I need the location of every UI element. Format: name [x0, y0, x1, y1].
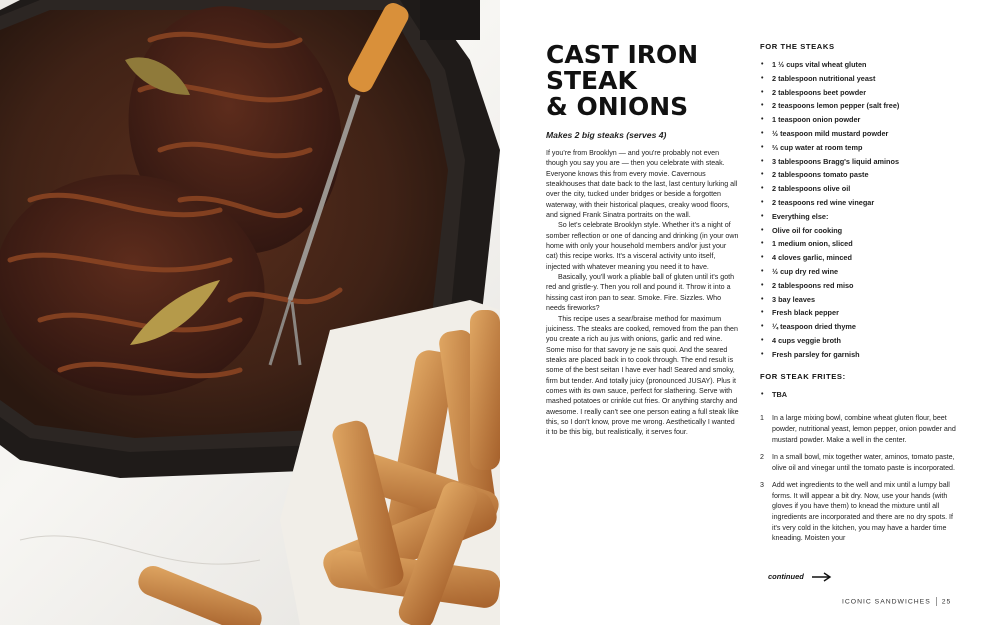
step-number: 2	[760, 453, 764, 462]
recipe-yield: Makes 2 big steaks (serves 4)	[546, 130, 667, 140]
page-number: 25	[941, 598, 952, 606]
ingredient-item: • 2 tablespoons olive oil	[760, 182, 960, 196]
step-number: 1	[760, 414, 764, 423]
ingredient-item: • 2 teaspoons red wine vinegar	[760, 196, 960, 210]
intro-paragraph: If you're from Brooklyn — and you're probably not even though you say you are — then you celebrate with steak. Everyone knows this from every movie. Cavernous steakhouses that date back to the last, last century lurking all over the city, tucked under bridges or beside a forgotten waterway, with their historical plaques, creaky wood floors, and signed Frank Sinatra portraits on the wall.	[546, 149, 738, 220]
ingredient-item: • 4 cups veggie broth	[760, 334, 960, 348]
intro-paragraph: Basically, you'll work a pliable ball of gluten until it's goth red and gristle-y. Then you roll and pound it. Throw it into a hissing cast iron pan to sear. Smoke. Fire. Sizzles. Who needs fireworks?	[546, 273, 735, 313]
ingredient-item: • 1 medium onion, sliced	[760, 237, 960, 251]
ingredient-item: • 4 cloves garlic, minced	[760, 251, 960, 265]
ingredients-column	[760, 42, 960, 551]
recipe-page	[500, 0, 1000, 625]
method-steps	[760, 413, 960, 544]
ingredient-item: • 2 tablespoon nutritional yeast	[760, 72, 960, 86]
ingredient-item: • ¼ teaspoon dried thyme	[760, 320, 960, 334]
ingredient-item: • 3 bay leaves	[760, 293, 960, 307]
method-step	[760, 452, 960, 473]
recipe-intro	[546, 148, 739, 438]
ingredient-item: • ½ cup dry red wine	[760, 265, 960, 279]
ingredient-item: • TBA	[760, 388, 960, 402]
step-text: In a small bowl, mix together water, aminos, tomato paste, olive oil and vinegar until the tomato paste is incorporated.	[772, 453, 955, 472]
step-text: Add wet ingredients to the well and mix until a lumpy ball forms. It will appear a bit dry. Now, use your hands (with gloves if you have them) to knead the mixture until all ingredients are incorporated and there are no dry spots. If it's very cold in the kitchen, you may have a harder time kneading. Moisten your	[772, 481, 953, 543]
arrow-right-icon	[812, 572, 832, 582]
frites-ingredient-list	[760, 388, 960, 402]
ingredient-item: • 1 ½ cups vital wheat gluten	[760, 58, 960, 72]
method-step	[760, 480, 960, 544]
ingredient-item: • 2 tablespoons red miso	[760, 279, 960, 293]
step-number: 3	[760, 481, 764, 490]
ingredient-item: • 2 teaspoons lemon pepper (salt free)	[760, 99, 960, 113]
continued-label: continued	[768, 572, 804, 581]
ingredient-item: • Everything else:	[760, 210, 960, 224]
steaks-heading: FOR THE STEAKS	[760, 42, 835, 51]
ingredient-item: • 1 teaspoon onion powder	[760, 113, 960, 127]
ingredient-item: • Olive oil for cooking	[760, 224, 960, 238]
book-section: ICONIC SANDWICHES	[842, 598, 931, 606]
intro-paragraph: So let's celebrate Brooklyn style. Whether it's a night of somber reflection or one of dancing and drinking (in your own home with only your household members and/or just your cat) this recipe works. It's a visceral activity unto itself, injected with whatever meaning you need it to have.	[546, 221, 739, 271]
title-line: & ONIONS	[546, 92, 689, 121]
ingredient-item: • 2 tablespoons beet powder	[760, 86, 960, 100]
ingredient-item: • Fresh parsley for garnish	[760, 348, 960, 362]
title-line: CAST IRON	[546, 40, 699, 69]
ingredient-item: • 3 tablespoons Bragg's liquid aminos	[760, 155, 960, 169]
intro-paragraph: This recipe uses a sear/braise method for maximum juiciness. The steaks are cooked, removed from the pan then you create a rich au jus with onions, garlic and red wine. Some miso for that savory je ne sais quoi. And the seared steaks are placed back in to cook through. The end result is some of the best seitan I have ever had! Seared and smoky, firm but tender. And totally juicy (pronounced JUSAY). Plus it comes with its own sauce, perfect for slathering. Serve with mashed potatoes or crinkle cut fries. Or anything starchy and awesome. I really can't see one person eating a full steak like this, so I don't know, prove me wrong. Aesthetically I wanted it to be this big, but realistically, it serves four.	[546, 314, 739, 437]
frites-heading: FOR STEAK FRITES:	[760, 371, 846, 381]
ingredient-item: • ½ teaspoon mild mustard powder	[760, 127, 960, 141]
title-line: STEAK	[546, 66, 637, 95]
ingredient-item: • ⅔ cup water at room temp	[760, 141, 960, 155]
steaks-ingredient-list	[760, 58, 960, 362]
page-footer	[842, 597, 951, 606]
ingredient-item: • 2 tablespoons tomato paste	[760, 168, 960, 182]
recipe-title	[546, 42, 736, 120]
method-step	[760, 413, 960, 445]
step-text: In a large mixing bowl, combine wheat gluten flour, beet powder, nutritional yeast, lemon pepper, onion powder and mustard powder. Make a well in the center.	[772, 414, 956, 444]
ingredient-item: • Fresh black pepper	[760, 306, 960, 320]
footer-divider	[936, 597, 937, 606]
